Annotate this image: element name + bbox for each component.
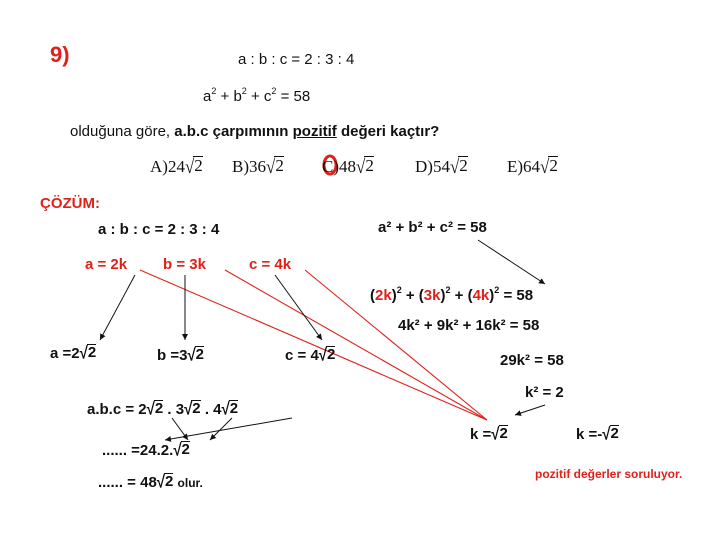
expand-4: k² = 2 <box>525 384 564 401</box>
given-sum: $a^2 + b^2 + c^2 = 58$ <box>203 86 311 105</box>
choice-b[interactable]: B)36 √ 2 <box>232 155 284 178</box>
k-positive: k = √ 2 <box>470 424 508 445</box>
solution-ratio: a : b : c = 2 : 3 : 4 <box>98 221 220 238</box>
sub-b: b = 3k <box>163 256 206 273</box>
arrow-c-sub <box>275 275 322 340</box>
positive-note: pozitif değerler soruluyor. <box>535 467 683 481</box>
product-step-2: ...... =24.2. √ 2 <box>102 440 190 461</box>
arrow-product-to-step-c <box>172 418 188 440</box>
product-line: a.b.c = 2 √ 2 . 3 √ 2 . 4 √ 2 <box>87 399 239 420</box>
choice-d[interactable]: D)54 √ 2 <box>415 155 468 178</box>
expand-2: 4k² + 9k² + 16k² = 58 <box>398 317 540 334</box>
arrow-sum-to-expand <box>478 240 545 284</box>
question-text: olduğuna göre, a.b.c çarpımının pozitif değeri kaçtır? <box>70 123 440 140</box>
a-value: a =2 √ 2 <box>50 343 97 364</box>
arrow-k2-to-root <box>515 405 545 415</box>
c-value: c = 4 √ 2 <box>285 345 336 366</box>
sub-a: a = 2k <box>85 256 128 273</box>
b-value: b =3 √ 2 <box>157 345 205 366</box>
sub-c: c = 4k <box>249 256 292 273</box>
arrow-a-sub <box>100 275 135 340</box>
choice-e[interactable]: E)64 √ 2 <box>507 155 558 178</box>
expand-1: $(2k)^2 + (3k)^2 + (4k)^2 = 58$ <box>370 285 534 304</box>
expand-3: 29k² = 58 <box>500 352 564 369</box>
k-negative: k =- √ 2 <box>576 424 619 445</box>
given-ratio: a : b : c = 2 : 3 : 4 <box>238 51 355 68</box>
solution-sum: a² + b² + c² = 58 <box>378 219 487 236</box>
choice-a[interactable]: A)24 √ 2 <box>150 155 203 178</box>
solution-heading: ÇÖZÜM: <box>40 195 100 212</box>
product-step-3: ...... = 48 √ 2 olur. <box>98 472 203 493</box>
choice-c[interactable]: C)48 √ 2 <box>322 155 374 178</box>
problem-number: 9) <box>50 42 70 67</box>
